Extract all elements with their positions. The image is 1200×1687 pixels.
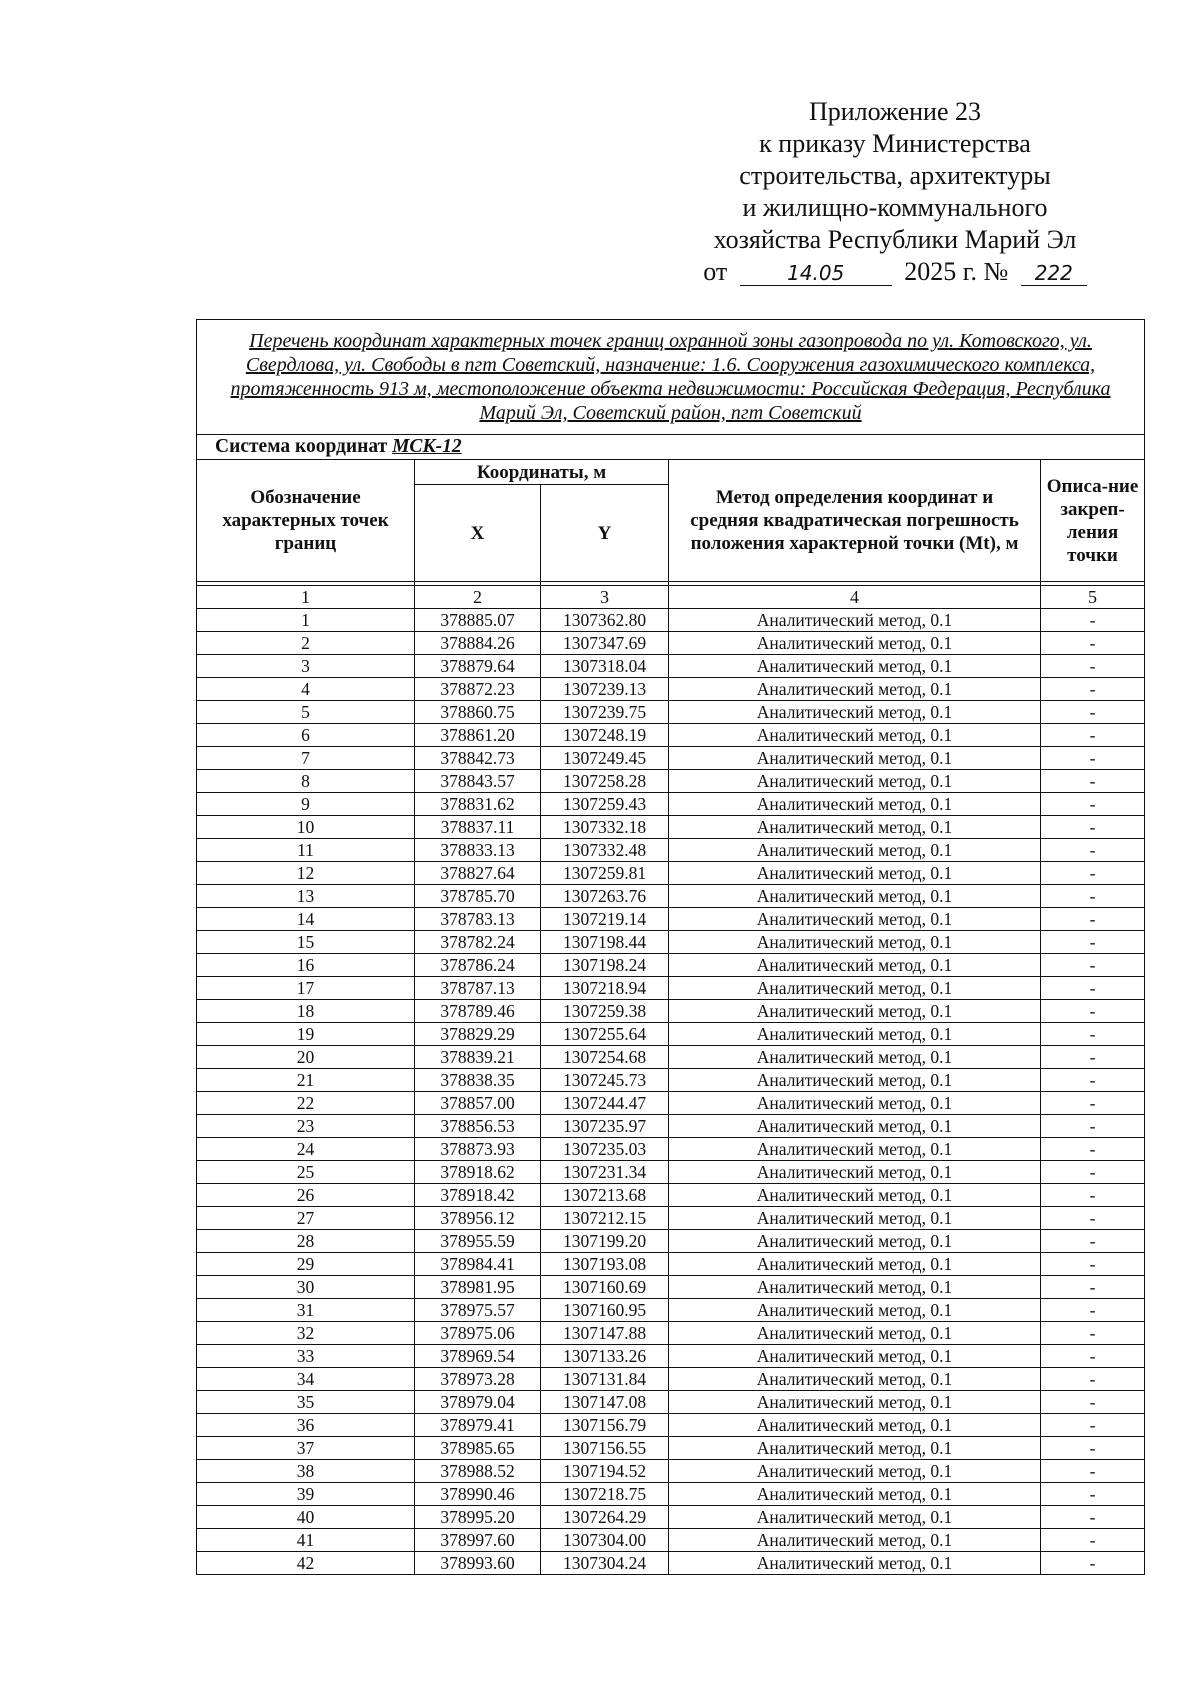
table-row — [197, 770, 1145, 793]
x-coordinate-cell: 378843.57 — [415, 770, 541, 793]
point-number-cell: 6 — [197, 724, 415, 747]
y-coordinate-cell: 1307147.08 — [541, 1391, 669, 1414]
point-number-cell: 7 — [197, 747, 415, 770]
x-coordinate-cell: 378879.64 — [415, 655, 541, 678]
description-cell: - — [1041, 1299, 1145, 1322]
col-number: 2 — [415, 586, 541, 609]
y-coordinate-cell: 1307218.75 — [541, 1483, 669, 1506]
x-coordinate-cell: 378789.46 — [415, 1000, 541, 1023]
method-cell: Аналитический метод, 0.1 — [669, 1115, 1041, 1138]
x-coordinate-cell: 378979.41 — [415, 1414, 541, 1437]
point-number-cell: 38 — [197, 1460, 415, 1483]
x-coordinate-cell: 378873.93 — [415, 1138, 541, 1161]
table-row — [197, 1207, 1145, 1230]
table-row — [197, 1253, 1145, 1276]
x-coordinate-cell: 378956.12 — [415, 1207, 541, 1230]
point-number-cell: 17 — [197, 977, 415, 1000]
description-cell: - — [1041, 1483, 1145, 1506]
col-header-point: Обозначение характерных точек границ — [197, 460, 415, 582]
table-row — [197, 655, 1145, 678]
y-coordinate-cell: 1307212.15 — [541, 1207, 669, 1230]
point-number-cell: 11 — [197, 839, 415, 862]
description-cell: - — [1041, 1207, 1145, 1230]
method-cell: Аналитический метод, 0.1 — [669, 1000, 1041, 1023]
y-coordinate-cell: 1307160.69 — [541, 1276, 669, 1299]
table-row — [197, 1483, 1145, 1506]
y-coordinate-cell: 1307259.38 — [541, 1000, 669, 1023]
description-cell: - — [1041, 1460, 1145, 1483]
description-cell: - — [1041, 839, 1145, 862]
point-number-cell: 37 — [197, 1437, 415, 1460]
point-number-cell: 30 — [197, 1276, 415, 1299]
x-coordinate-cell: 378785.70 — [415, 885, 541, 908]
table-row — [197, 839, 1145, 862]
x-coordinate-cell: 378969.54 — [415, 1345, 541, 1368]
col-header-description: Описа-ние закреп-ления точки — [1041, 460, 1145, 582]
table-row — [197, 862, 1145, 885]
x-coordinate-cell: 378981.95 — [415, 1276, 541, 1299]
header-line-2: к приказу Министерства — [759, 129, 1031, 158]
method-cell: Аналитический метод, 0.1 — [669, 862, 1041, 885]
point-number-cell: 39 — [197, 1483, 415, 1506]
table-row — [197, 701, 1145, 724]
method-cell: Аналитический метод, 0.1 — [669, 1529, 1041, 1552]
x-coordinate-cell: 378782.24 — [415, 931, 541, 954]
y-coordinate-cell: 1307193.08 — [541, 1253, 669, 1276]
table-row — [197, 1092, 1145, 1115]
x-coordinate-cell: 378918.42 — [415, 1184, 541, 1207]
point-number-cell: 2 — [197, 632, 415, 655]
y-coordinate-cell: 1307199.20 — [541, 1230, 669, 1253]
table-row — [197, 1345, 1145, 1368]
x-coordinate-cell: 378955.59 — [415, 1230, 541, 1253]
description-cell: - — [1041, 678, 1145, 701]
description-cell: - — [1041, 793, 1145, 816]
point-number-cell: 8 — [197, 770, 415, 793]
col-number: 1 — [197, 586, 415, 609]
y-coordinate-cell: 1307254.68 — [541, 1046, 669, 1069]
coordinates-table — [196, 319, 1145, 1575]
x-coordinate-cell: 378984.41 — [415, 1253, 541, 1276]
header-line-5: хозяйства Республики Марий Эл — [713, 225, 1077, 254]
y-coordinate-cell: 1307239.75 — [541, 701, 669, 724]
y-coordinate-cell: 1307219.14 — [541, 908, 669, 931]
description-cell: - — [1041, 701, 1145, 724]
y-coordinate-cell: 1307235.97 — [541, 1115, 669, 1138]
point-number-cell: 3 — [197, 655, 415, 678]
description-cell: - — [1041, 816, 1145, 839]
y-coordinate-cell: 1307156.55 — [541, 1437, 669, 1460]
table-row — [197, 1023, 1145, 1046]
method-cell: Аналитический метод, 0.1 — [669, 701, 1041, 724]
point-number-cell: 31 — [197, 1299, 415, 1322]
y-coordinate-cell: 1307245.73 — [541, 1069, 669, 1092]
point-number-cell: 35 — [197, 1391, 415, 1414]
method-cell: Аналитический метод, 0.1 — [669, 1184, 1041, 1207]
method-cell: Аналитический метод, 0.1 — [669, 908, 1041, 931]
table-row — [197, 1138, 1145, 1161]
point-number-cell: 29 — [197, 1253, 415, 1276]
method-cell: Аналитический метод, 0.1 — [669, 977, 1041, 1000]
table-row — [197, 931, 1145, 954]
y-coordinate-cell: 1307235.03 — [541, 1138, 669, 1161]
point-number-cell: 15 — [197, 931, 415, 954]
table-row — [197, 1391, 1145, 1414]
point-number-cell: 19 — [197, 1023, 415, 1046]
coordinate-system-label: Система координат — [215, 436, 388, 457]
table-row — [197, 724, 1145, 747]
x-coordinate-cell: 378918.62 — [415, 1161, 541, 1184]
y-coordinate-cell: 1307362.80 — [541, 609, 669, 632]
description-cell: - — [1041, 1253, 1145, 1276]
x-coordinate-cell: 378884.26 — [415, 632, 541, 655]
y-coordinate-cell: 1307218.94 — [541, 977, 669, 1000]
method-cell: Аналитический метод, 0.1 — [669, 1138, 1041, 1161]
x-coordinate-cell: 378979.04 — [415, 1391, 541, 1414]
y-coordinate-cell: 1307263.76 — [541, 885, 669, 908]
y-coordinate-cell: 1307194.52 — [541, 1460, 669, 1483]
method-cell: Аналитический метод, 0.1 — [669, 1276, 1041, 1299]
description-cell: - — [1041, 609, 1145, 632]
description-cell: - — [1041, 655, 1145, 678]
y-coordinate-cell: 1307156.79 — [541, 1414, 669, 1437]
description-cell: - — [1041, 931, 1145, 954]
table-row — [197, 1161, 1145, 1184]
handwritten-date: 14.05 — [740, 261, 892, 286]
y-coordinate-cell: 1307259.81 — [541, 862, 669, 885]
method-cell: Аналитический метод, 0.1 — [669, 1023, 1041, 1046]
point-number-cell: 36 — [197, 1414, 415, 1437]
col-header-y: Y — [541, 485, 669, 582]
method-cell: Аналитический метод, 0.1 — [669, 1069, 1041, 1092]
y-coordinate-cell: 1307198.24 — [541, 954, 669, 977]
description-cell: - — [1041, 1529, 1145, 1552]
y-coordinate-cell: 1307304.00 — [541, 1529, 669, 1552]
y-coordinate-cell: 1307239.13 — [541, 678, 669, 701]
description-cell: - — [1041, 977, 1145, 1000]
method-cell: Аналитический метод, 0.1 — [669, 724, 1041, 747]
x-coordinate-cell: 378857.00 — [415, 1092, 541, 1115]
y-coordinate-cell: 1307255.64 — [541, 1023, 669, 1046]
x-coordinate-cell: 378973.28 — [415, 1368, 541, 1391]
table-row — [197, 678, 1145, 701]
x-coordinate-cell: 378856.53 — [415, 1115, 541, 1138]
method-cell: Аналитический метод, 0.1 — [669, 1322, 1041, 1345]
method-cell: Аналитический метод, 0.1 — [669, 1414, 1041, 1437]
method-cell: Аналитический метод, 0.1 — [669, 678, 1041, 701]
x-coordinate-cell: 378997.60 — [415, 1529, 541, 1552]
x-coordinate-cell: 378860.75 — [415, 701, 541, 724]
point-number-cell: 26 — [197, 1184, 415, 1207]
y-coordinate-cell: 1307304.24 — [541, 1552, 669, 1575]
header-line-3: строительства, архитектуры — [739, 161, 1051, 190]
coordinate-system-row — [197, 435, 1145, 460]
y-coordinate-cell: 1307248.19 — [541, 724, 669, 747]
y-coordinate-cell: 1307264.29 — [541, 1506, 669, 1529]
method-cell: Аналитический метод, 0.1 — [669, 609, 1041, 632]
method-cell: Аналитический метод, 0.1 — [669, 954, 1041, 977]
point-number-cell: 20 — [197, 1046, 415, 1069]
description-cell: - — [1041, 747, 1145, 770]
x-coordinate-cell: 378839.21 — [415, 1046, 541, 1069]
method-cell: Аналитический метод, 0.1 — [669, 1552, 1041, 1575]
col-number: 5 — [1041, 586, 1145, 609]
y-coordinate-cell: 1307244.47 — [541, 1092, 669, 1115]
table-row — [197, 816, 1145, 839]
table-body — [197, 609, 1145, 1575]
col-header-method: Метод определения координат и средняя квадратическая погрешность положения характерной точки (Mt), м — [669, 460, 1041, 582]
table-row — [197, 1069, 1145, 1092]
point-number-cell: 33 — [197, 1345, 415, 1368]
y-coordinate-cell: 1307160.95 — [541, 1299, 669, 1322]
x-coordinate-cell: 378837.11 — [415, 816, 541, 839]
x-coordinate-cell: 378786.24 — [415, 954, 541, 977]
method-cell: Аналитический метод, 0.1 — [669, 1046, 1041, 1069]
x-coordinate-cell: 378838.35 — [415, 1069, 541, 1092]
point-number-cell: 9 — [197, 793, 415, 816]
table-row — [197, 747, 1145, 770]
description-cell: - — [1041, 724, 1145, 747]
point-number-cell: 40 — [197, 1506, 415, 1529]
x-coordinate-cell: 378842.73 — [415, 747, 541, 770]
table-row — [197, 908, 1145, 931]
column-numbers-row — [197, 586, 1145, 609]
point-number-cell: 42 — [197, 1552, 415, 1575]
method-cell: Аналитический метод, 0.1 — [669, 931, 1041, 954]
table-row — [197, 1437, 1145, 1460]
point-number-cell: 4 — [197, 678, 415, 701]
y-coordinate-cell: 1307259.43 — [541, 793, 669, 816]
description-cell: - — [1041, 1000, 1145, 1023]
method-cell: Аналитический метод, 0.1 — [669, 632, 1041, 655]
from-label: от — [703, 257, 728, 286]
y-coordinate-cell: 1307198.44 — [541, 931, 669, 954]
point-number-cell: 34 — [197, 1368, 415, 1391]
table-title: Перечень координат характерных точек границ охранной зоны газопровода по ул. Котовского, ул. Свердлова, ул. Свободы в пгт Советский, назначение: 1.6. Сооружения газохимического комплекса, протяженность 913 м, местоположение объекта недвижимости: Российская Федерация, Республика Марий Эл, Советский район, пгт Советский — [197, 320, 1145, 435]
point-number-cell: 32 — [197, 1322, 415, 1345]
x-coordinate-cell: 378861.20 — [415, 724, 541, 747]
point-number-cell: 41 — [197, 1529, 415, 1552]
appendix-title: Приложение 23 — [808, 97, 982, 126]
x-coordinate-cell: 378833.13 — [415, 839, 541, 862]
description-cell: - — [1041, 885, 1145, 908]
method-cell: Аналитический метод, 0.1 — [669, 1207, 1041, 1230]
method-cell: Аналитический метод, 0.1 — [669, 1092, 1041, 1115]
method-cell: Аналитический метод, 0.1 — [669, 1506, 1041, 1529]
table-row — [197, 1529, 1145, 1552]
point-number-cell: 10 — [197, 816, 415, 839]
table-row — [197, 1276, 1145, 1299]
method-cell: Аналитический метод, 0.1 — [669, 1483, 1041, 1506]
table-row — [197, 1460, 1145, 1483]
y-coordinate-cell: 1307318.04 — [541, 655, 669, 678]
description-cell: - — [1041, 1391, 1145, 1414]
table-row — [197, 1322, 1145, 1345]
description-cell: - — [1041, 908, 1145, 931]
x-coordinate-cell: 378783.13 — [415, 908, 541, 931]
x-coordinate-cell: 378829.29 — [415, 1023, 541, 1046]
y-coordinate-cell: 1307147.88 — [541, 1322, 669, 1345]
method-cell: Аналитический метод, 0.1 — [669, 770, 1041, 793]
point-number-cell: 16 — [197, 954, 415, 977]
method-cell: Аналитический метод, 0.1 — [669, 816, 1041, 839]
table-row — [197, 1552, 1145, 1575]
table-row — [197, 1414, 1145, 1437]
table-row — [197, 1184, 1145, 1207]
table-row — [197, 1299, 1145, 1322]
description-cell: - — [1041, 954, 1145, 977]
method-cell: Аналитический метод, 0.1 — [669, 1368, 1041, 1391]
x-coordinate-cell: 378885.07 — [415, 609, 541, 632]
table-row — [197, 793, 1145, 816]
y-coordinate-cell: 1307131.84 — [541, 1368, 669, 1391]
method-cell: Аналитический метод, 0.1 — [669, 655, 1041, 678]
method-cell: Аналитический метод, 0.1 — [669, 1299, 1041, 1322]
table-row — [197, 1046, 1145, 1069]
method-cell: Аналитический метод, 0.1 — [669, 1161, 1041, 1184]
y-coordinate-cell: 1307258.28 — [541, 770, 669, 793]
x-coordinate-cell: 378975.06 — [415, 1322, 541, 1345]
description-cell: - — [1041, 1115, 1145, 1138]
col-number: 3 — [541, 586, 669, 609]
y-coordinate-cell: 1307347.69 — [541, 632, 669, 655]
description-cell: - — [1041, 1138, 1145, 1161]
method-cell: Аналитический метод, 0.1 — [669, 793, 1041, 816]
description-cell: - — [1041, 862, 1145, 885]
table-row — [197, 954, 1145, 977]
description-cell: - — [1041, 1414, 1145, 1437]
description-cell: - — [1041, 1092, 1145, 1115]
handwritten-order-number: 222 — [1021, 261, 1087, 286]
method-cell: Аналитический метод, 0.1 — [669, 885, 1041, 908]
point-number-cell: 18 — [197, 1000, 415, 1023]
method-cell: Аналитический метод, 0.1 — [669, 1460, 1041, 1483]
table-row — [197, 1506, 1145, 1529]
point-number-cell: 12 — [197, 862, 415, 885]
point-number-cell: 5 — [197, 701, 415, 724]
point-number-cell: 1 — [197, 609, 415, 632]
point-number-cell: 28 — [197, 1230, 415, 1253]
table-row — [197, 1368, 1145, 1391]
point-number-cell: 23 — [197, 1115, 415, 1138]
x-coordinate-cell: 378975.57 — [415, 1299, 541, 1322]
x-coordinate-cell: 378827.64 — [415, 862, 541, 885]
point-number-cell: 22 — [197, 1092, 415, 1115]
col-number: 4 — [669, 586, 1041, 609]
description-cell: - — [1041, 1046, 1145, 1069]
y-coordinate-cell: 1307332.18 — [541, 816, 669, 839]
table-row — [197, 1115, 1145, 1138]
x-coordinate-cell: 378995.20 — [415, 1506, 541, 1529]
description-cell: - — [1041, 1069, 1145, 1092]
table-row — [197, 1230, 1145, 1253]
description-cell: - — [1041, 1276, 1145, 1299]
point-number-cell: 27 — [197, 1207, 415, 1230]
description-cell: - — [1041, 1023, 1145, 1046]
date-number-row — [660, 256, 1130, 288]
description-cell: - — [1041, 1368, 1145, 1391]
description-cell: - — [1041, 1506, 1145, 1529]
method-cell: Аналитический метод, 0.1 — [669, 1391, 1041, 1414]
x-coordinate-cell: 378985.65 — [415, 1437, 541, 1460]
appendix-header — [660, 96, 1130, 288]
method-cell: Аналитический метод, 0.1 — [669, 839, 1041, 862]
x-coordinate-cell: 378990.46 — [415, 1483, 541, 1506]
x-coordinate-cell: 378988.52 — [415, 1460, 541, 1483]
x-coordinate-cell: 378831.62 — [415, 793, 541, 816]
description-cell: - — [1041, 1184, 1145, 1207]
method-cell: Аналитический метод, 0.1 — [669, 1345, 1041, 1368]
description-cell: - — [1041, 1322, 1145, 1345]
y-coordinate-cell: 1307133.26 — [541, 1345, 669, 1368]
x-coordinate-cell: 378787.13 — [415, 977, 541, 1000]
method-cell: Аналитический метод, 0.1 — [669, 1230, 1041, 1253]
method-cell: Аналитический метод, 0.1 — [669, 747, 1041, 770]
point-number-cell: 21 — [197, 1069, 415, 1092]
col-header-x: X — [415, 485, 541, 582]
description-cell: - — [1041, 632, 1145, 655]
point-number-cell: 25 — [197, 1161, 415, 1184]
point-number-cell: 13 — [197, 885, 415, 908]
method-cell: Аналитический метод, 0.1 — [669, 1437, 1041, 1460]
description-cell: - — [1041, 1437, 1145, 1460]
table-row — [197, 885, 1145, 908]
table-row — [197, 977, 1145, 1000]
description-cell: - — [1041, 1161, 1145, 1184]
col-header-coordinates: Координаты, м — [415, 460, 669, 485]
y-coordinate-cell: 1307231.34 — [541, 1161, 669, 1184]
method-cell: Аналитический метод, 0.1 — [669, 1253, 1041, 1276]
point-number-cell: 14 — [197, 908, 415, 931]
y-coordinate-cell: 1307249.45 — [541, 747, 669, 770]
x-coordinate-cell: 378872.23 — [415, 678, 541, 701]
description-cell: - — [1041, 1230, 1145, 1253]
description-cell: - — [1041, 770, 1145, 793]
description-cell: - — [1041, 1345, 1145, 1368]
year-number-label: 2025 г. № — [904, 257, 1009, 286]
table-row — [197, 1000, 1145, 1023]
coordinate-system-value: МСК-12 — [392, 436, 462, 457]
y-coordinate-cell: 1307213.68 — [541, 1184, 669, 1207]
y-coordinate-cell: 1307332.48 — [541, 839, 669, 862]
point-number-cell: 24 — [197, 1138, 415, 1161]
x-coordinate-cell: 378993.60 — [415, 1552, 541, 1575]
header-line-4: и жилищно-коммунального — [742, 193, 1048, 222]
description-cell: - — [1041, 1552, 1145, 1575]
table-row — [197, 632, 1145, 655]
table-row — [197, 609, 1145, 632]
